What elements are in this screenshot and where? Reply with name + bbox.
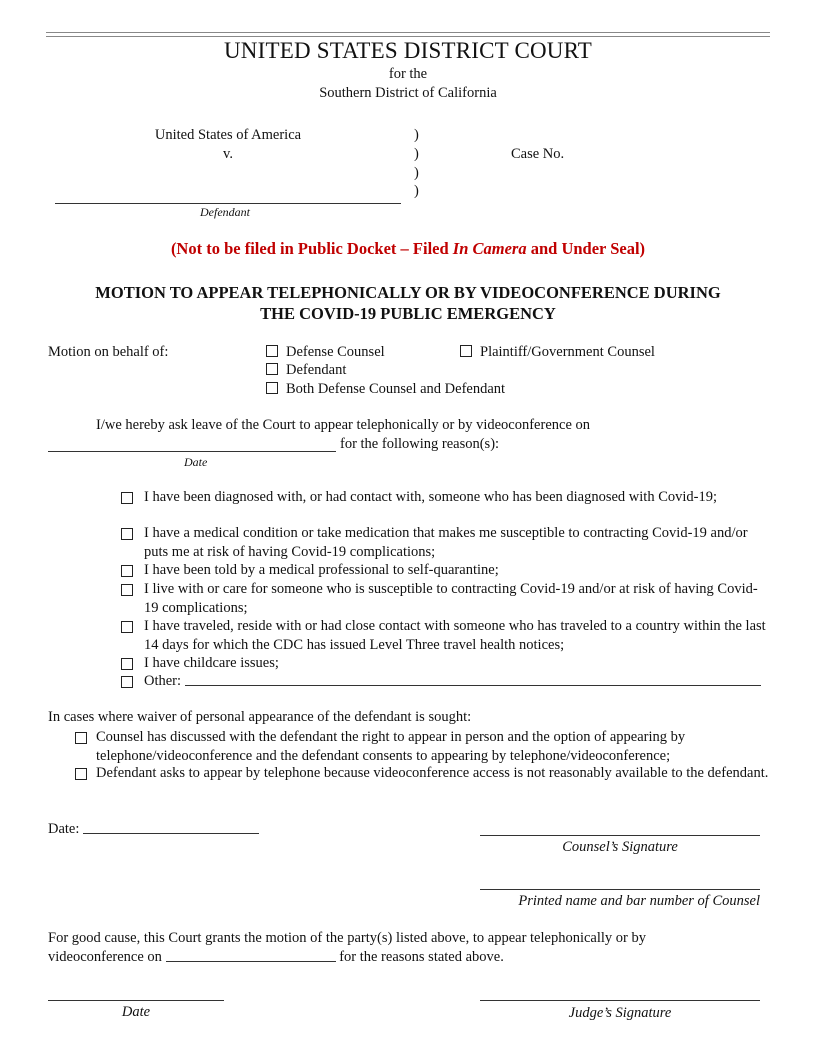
case-no-label: Case No. (511, 146, 565, 162)
order-text-line1: For good cause, this Court grants the motion of the party(s) listed above, to appear telephonically or by (48, 930, 646, 946)
waiver-option[interactable]: Defendant asks to appear by telephone because videoconference access is not reasonably available to the defendant. (75, 764, 775, 783)
reason-item[interactable]: I have been told by a medical professional to self-quarantine; (121, 561, 771, 580)
reason-text: for the following reason(s): (340, 436, 500, 452)
checkbox-defense-counsel[interactable]: Defense Counsel (266, 344, 385, 361)
checkbox-icon[interactable] (75, 732, 87, 744)
checkbox-icon[interactable] (121, 584, 133, 596)
reason-item[interactable]: I have a medical condition or take medication that makes me susceptible to contracting Covid-19 and/or puts me at risk of having Covid-19 complications; (121, 524, 771, 561)
appearance-date-line[interactable] (48, 451, 336, 452)
caption-paren: ) (414, 183, 419, 199)
waiver-intro: In cases where waiver of personal appearance of the defendant is sought: (48, 709, 472, 725)
checkbox-icon[interactable] (121, 658, 133, 670)
checkbox-icon[interactable] (460, 345, 472, 357)
order-date-signature-line[interactable] (48, 1000, 224, 1001)
counsel-signature-line[interactable] (480, 835, 760, 836)
reason-item[interactable]: I have been diagnosed with, or had contact with, someone who has been diagnosed with Covid-19; (121, 488, 771, 507)
signature-date-field[interactable]: Date: (48, 820, 259, 838)
checkbox-icon[interactable] (266, 382, 278, 394)
checkbox-icon[interactable] (121, 565, 133, 577)
judge-signature-line[interactable] (480, 1000, 760, 1001)
checkbox-icon[interactable] (266, 345, 278, 357)
request-intro: I/we hereby ask leave of the Court to appear telephonically or by videoconference on (96, 417, 591, 433)
versus-text: v. (223, 146, 233, 162)
reason-item-other[interactable]: Other: (121, 672, 771, 691)
reason-item[interactable]: I have childcare issues; (121, 654, 771, 673)
order-date-line[interactable] (166, 948, 336, 962)
caption-paren: ) (414, 127, 419, 143)
printed-name-label: Printed name and bar number of Counsel (518, 893, 760, 909)
reason-item[interactable]: I have traveled, reside with or had close contact with someone who has traveled to a country within the last 14 days for which the CDC has issued Level Three travel health notices; (121, 617, 771, 654)
plaintiff-name: United States of America (154, 127, 302, 143)
seal-notice: (Not to be filed in Public Docket – Filed In Camera and Under Seal) (170, 239, 646, 258)
checkbox-icon[interactable] (121, 528, 133, 540)
checkbox-icon[interactable] (75, 768, 87, 780)
date-label: Date (184, 455, 208, 469)
checkbox-defendant[interactable]: Defendant (266, 362, 346, 379)
caption-paren: ) (414, 165, 419, 181)
motion-title: MOTION TO APPEAR TELEPHONICALLY OR BY VIDEOCONFERENCE DURING THE COVID-19 PUBLIC EMERGENCY (95, 283, 721, 323)
printed-name-line[interactable] (480, 889, 760, 890)
checkbox-icon[interactable] (121, 676, 133, 688)
waiver-option[interactable]: Counsel has discussed with the defendant the right to appear in person and the option of appearing by telephone/videoconference and the defendant consents to appearing by telephone/videoconference; (75, 728, 775, 765)
signature-date-line[interactable] (83, 820, 259, 834)
order-text-line2: videoconference on for the reasons stated above. (48, 949, 504, 965)
top-rule (46, 32, 770, 37)
reason-item[interactable]: I live with or care for someone who is susceptible to contracting Covid-19 and/or at risk of having Covid-19 complications; (121, 580, 771, 617)
counsel-signature-label: Counsel’s Signature (562, 839, 678, 855)
caption-paren: ) (414, 146, 419, 162)
order-date-label: Date (121, 1004, 151, 1020)
judge-signature-label: Judge’s Signature (568, 1005, 672, 1021)
checkbox-both[interactable]: Both Defense Counsel and Defendant (266, 381, 505, 398)
court-title: UNITED STATES DISTRICT COURT (223, 38, 593, 63)
other-reason-line[interactable] (185, 672, 761, 686)
district-name: Southern District of California (319, 85, 497, 101)
checkbox-icon[interactable] (121, 621, 133, 633)
behalf-label: Motion on behalf of: (48, 344, 169, 360)
defendant-label: Defendant (200, 205, 250, 219)
checkbox-icon[interactable] (121, 492, 133, 504)
for-the-text: for the (388, 66, 428, 82)
checkbox-icon[interactable] (266, 363, 278, 375)
defendant-line[interactable] (55, 203, 401, 204)
checkbox-plaintiff-counsel[interactable]: Plaintiff/Government Counsel (460, 344, 655, 361)
